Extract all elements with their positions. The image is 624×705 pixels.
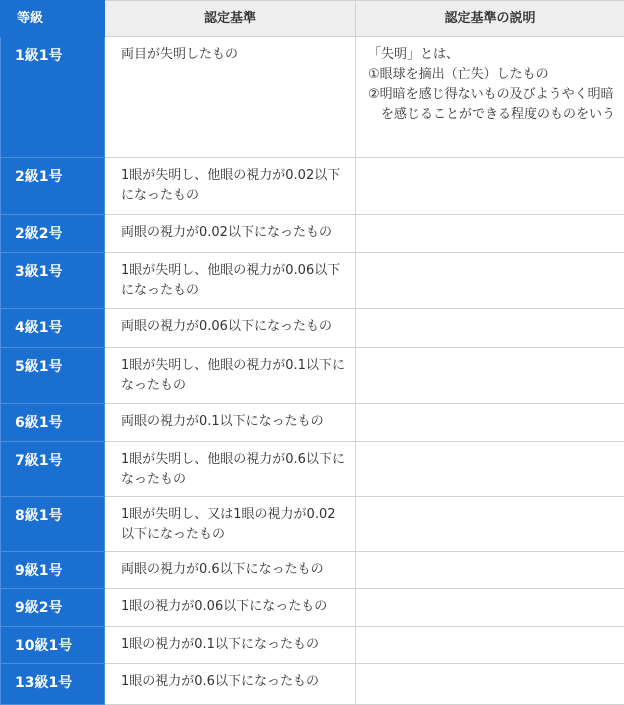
criteria-cell: 1眼が失明し、他眼の視力が0.06以下になったもの: [105, 253, 356, 309]
explanation-cell: [356, 627, 624, 664]
criteria-cell: 1眼が失明し、又は1眼の視力が0.02以下になったもの: [105, 497, 356, 552]
grade-cell: 1級1号: [1, 37, 105, 158]
criteria-cell: 両眼の視力が0.06以下になったもの: [105, 309, 356, 348]
table-row: [1, 442, 624, 497]
grade-cell: 6級1号: [1, 404, 105, 442]
header-explanation: 認定基準の説明: [356, 1, 624, 37]
grade-cell: 7級1号: [1, 442, 105, 497]
table-row: [1, 589, 624, 627]
table-row: [1, 552, 624, 589]
grade-cell: 4級1号: [1, 309, 105, 348]
grade-cell: 9級1号: [1, 552, 105, 589]
header-grade: 等級: [1, 1, 105, 37]
explanation-cell: [356, 215, 624, 253]
explanation-item-2: [368, 85, 616, 125]
explanation-item-2-text: ②明暗を感じ得ないもの及びようやく明暗を感じることができる程度のものをいう: [368, 85, 616, 125]
explanation-cell: [356, 37, 624, 158]
explanation-cell: [356, 348, 624, 404]
explanation-cell: [356, 589, 624, 627]
criteria-cell: 1眼の視力が0.1以下になったもの: [105, 627, 356, 664]
table-row: [1, 158, 624, 215]
table-row: [1, 309, 624, 348]
table-header-row: [1, 1, 624, 37]
explanation-cell: [356, 442, 624, 497]
table-row: [1, 37, 624, 158]
explanation-cell: [356, 552, 624, 589]
grade-cell: 3級1号: [1, 253, 105, 309]
table-row: [1, 664, 624, 705]
table-row: [1, 253, 624, 309]
table-row: [1, 627, 624, 664]
grade-cell: 10級1号: [1, 627, 105, 664]
explanation-cell: [356, 158, 624, 215]
criteria-cell: 1眼の視力が0.06以下になったもの: [105, 589, 356, 627]
criteria-cell: 1眼が失明し、他眼の視力が0.6以下になったもの: [105, 442, 356, 497]
explanation-intro: 「失明」とは、: [368, 45, 616, 65]
table-row: [1, 404, 624, 442]
table-row: [1, 215, 624, 253]
criteria-cell: 両目が失明したもの: [105, 37, 356, 158]
grade-cell: 8級1号: [1, 497, 105, 552]
grade-cell: 2級2号: [1, 215, 105, 253]
explanation-cell: [356, 253, 624, 309]
explanation-cell: [356, 309, 624, 348]
criteria-cell: 1眼の視力が0.6以下になったもの: [105, 664, 356, 705]
explanation-cell: [356, 664, 624, 705]
explanation-cell: [356, 404, 624, 442]
criteria-cell: 両眼の視力が0.1以下になったもの: [105, 404, 356, 442]
explanation-cell: [356, 497, 624, 552]
explanation-item-1: ①眼球を摘出（亡失）したもの: [368, 65, 616, 85]
header-criteria: 認定基準: [105, 1, 356, 37]
grade-cell: 5級1号: [1, 348, 105, 404]
table-row: [1, 497, 624, 552]
criteria-cell: 1眼が失明し、他眼の視力が0.02以下になったもの: [105, 158, 356, 215]
grade-cell: 13級1号: [1, 664, 105, 705]
criteria-cell: 両眼の視力が0.02以下になったもの: [105, 215, 356, 253]
table-row: [1, 348, 624, 404]
grade-cell: 9級2号: [1, 589, 105, 627]
grade-cell: 2級1号: [1, 158, 105, 215]
criteria-cell: 1眼が失明し、他眼の視力が0.1以下になったもの: [105, 348, 356, 404]
criteria-cell: 両眼の視力が0.6以下になったもの: [105, 552, 356, 589]
